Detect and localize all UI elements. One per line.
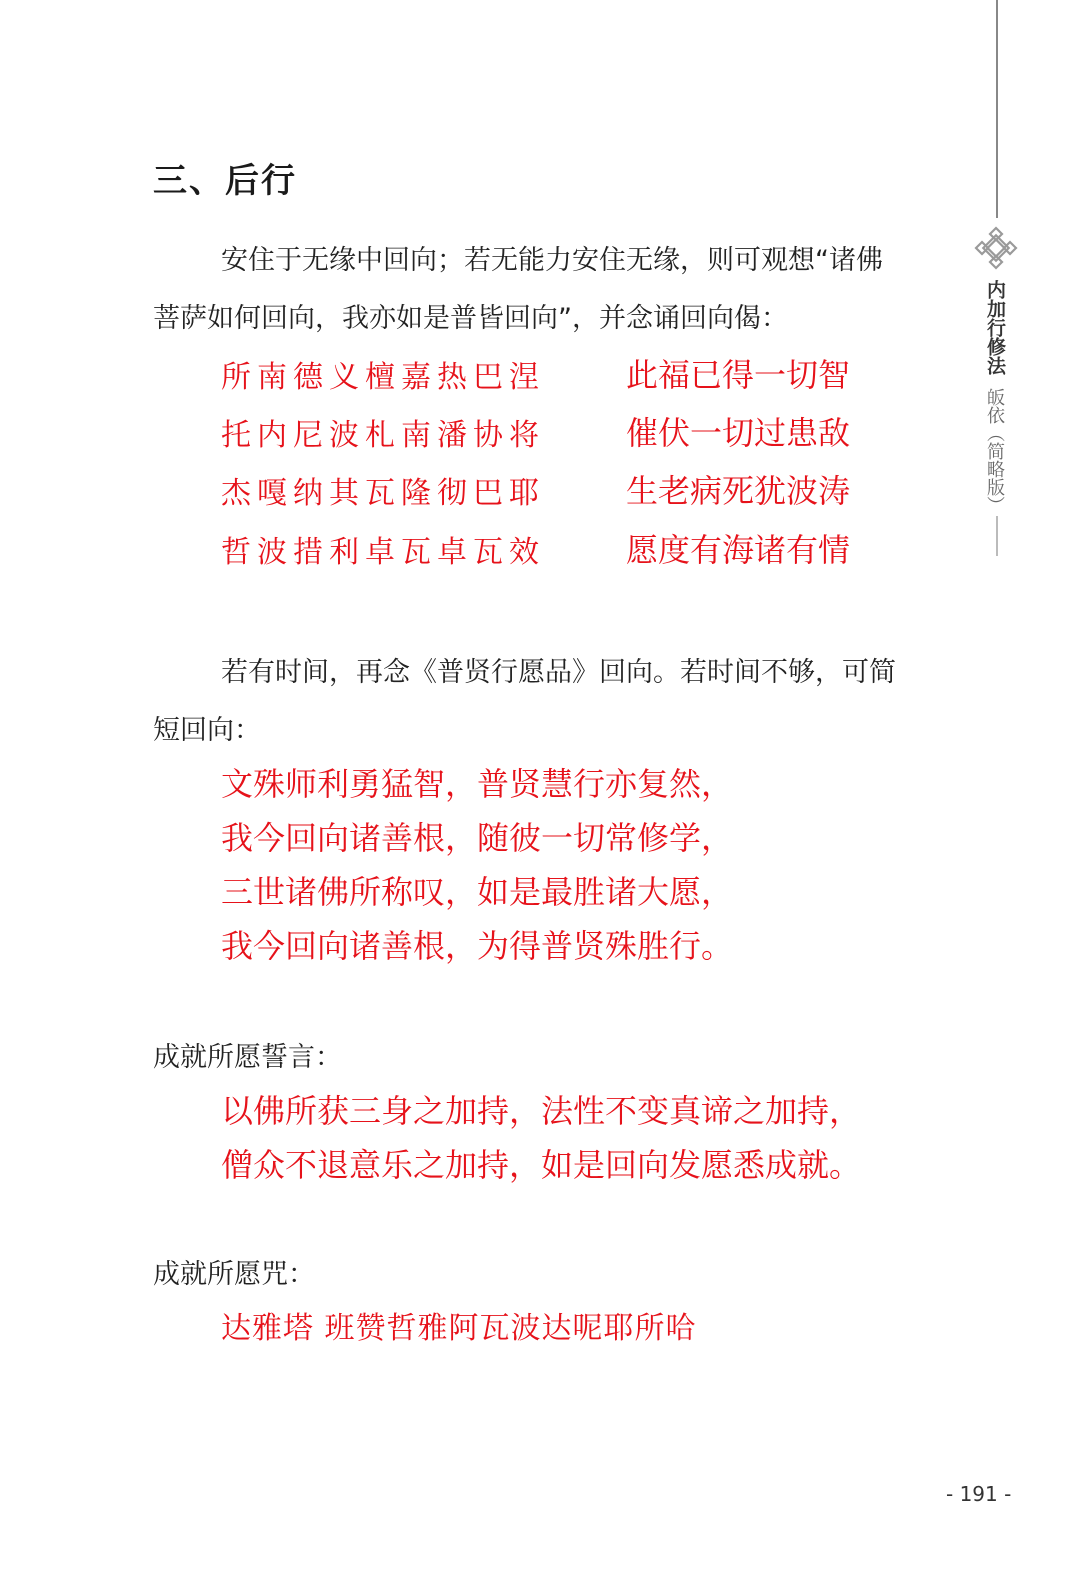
vow-line-2: 僧众不退意乐之加持，如是回向发愿悉成就。 <box>221 1146 862 1184</box>
verse2-line-2: 我今回向诸善根，随彼一切常修学， <box>221 819 734 857</box>
verse2-line-3: 三世诸佛所称叹，如是最胜诸大愿， <box>221 873 734 911</box>
vow-label: 成就所愿誓言： <box>153 1042 342 1073</box>
verse1-right-3: 生老病死犹波涛 <box>626 472 851 510</box>
verse1-left-1: 所南德义檀嘉热巴涅 <box>221 360 545 395</box>
verse1-left-4: 哲波措利卓瓦卓瓦效 <box>221 535 545 570</box>
page-number: - 191 - <box>946 1482 1012 1506</box>
para1-line1: 安住于无缘中回向；若无能力安住无缘，则可观想“诸佛 <box>221 245 883 276</box>
verse1-right-1: 此福已得一切智 <box>626 356 851 394</box>
endless-knot-icon <box>974 226 1018 270</box>
verse1-left-2: 托内尼波札南潘协将 <box>221 418 545 453</box>
verse1-left-3: 杰嘎纳其瓦隆彻巴耶 <box>221 476 545 511</box>
para1-line2: 菩萨如何回向，我亦如是普皆回向”，并念诵回向偈： <box>153 303 788 334</box>
mantra-label: 成就所愿咒： <box>153 1259 315 1290</box>
sidebar-title: 内加行修法 <box>984 280 1006 375</box>
verse1-right-4: 愿度有海诸有情 <box>626 531 851 569</box>
para2-line1: 若有时间，再念《普贤行愿品》回向。若时间不够，可简 <box>221 657 896 688</box>
vow-line-1: 以佛所获三身之加持，法性不变真谛之加持， <box>221 1092 862 1130</box>
sidebar-rule-bottom <box>996 516 998 556</box>
verse1-right-2: 催伏一切过患敌 <box>626 414 851 452</box>
sidebar-subtitle: 皈依（简略版） <box>984 388 1005 514</box>
verse2-line-1: 文殊师利勇猛智，普贤慧行亦复然， <box>221 765 734 803</box>
para2-line2: 短回向： <box>153 715 261 746</box>
mantra-text: 达雅塔 班赞哲雅阿瓦波达呢耶所哈 <box>221 1311 697 1346</box>
section-heading: 三、后行 <box>153 161 297 201</box>
sidebar-rule-top <box>996 0 998 218</box>
verse2-line-4: 我今回向诸善根，为得普贤殊胜行。 <box>221 927 734 965</box>
